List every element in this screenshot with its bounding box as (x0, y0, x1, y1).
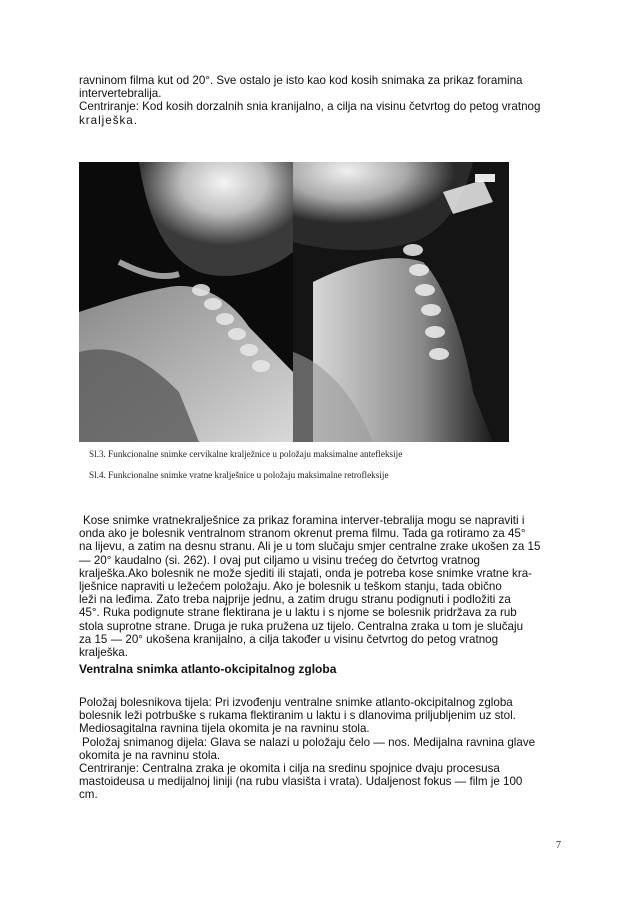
text-line: leži na leđima. Zato treba najprije jednu, a zatim drugu stranu podignuti i podložiti za (79, 593, 511, 607)
figure-caption-3: Sl.3. Funkcionalne snimke cervikalne kralježnice u položaju maksimalne antefleksije (89, 449, 403, 459)
section-heading: Ventralna snimka atlanto-okcipitalnog zgloba (79, 662, 337, 676)
text-line: na lijevu, a zatim na desnu stranu. Ali je u tom slučaju smjer centralne zrake ukošen za 15 (79, 540, 541, 554)
figure-caption-4: Sl.4. Funkcionalne snimke vratne kralješnice u položaju maksimalne retrofleksije (89, 470, 389, 480)
patient-position-paragraph (79, 696, 563, 736)
part-position-paragraph (79, 736, 563, 762)
xray-figure (79, 162, 509, 442)
xray-anteflexion-image (79, 162, 293, 442)
text-line: okomita je na ravninu stola. (79, 749, 221, 763)
text-line: onda ako je bolesnik ventralnom stranom okrenut prema filmu. Tada ga rotiramo za 45° (79, 527, 526, 541)
text-line: kralješka. (79, 646, 128, 660)
text-line: lješnice napraviti u ležećem položaju. Ako je bolesnik u teškom stanju, tada obično (79, 580, 502, 594)
text-line: stola suprotne strane. Druga je ruka pružena uz tijelo. Centralna zraka u tom je slučaju (79, 619, 524, 633)
xray-retroflexion-image (293, 162, 509, 442)
text-line: intervertebralija. (79, 87, 162, 101)
text-line: Položaj bolesnikova tijela: Pri izvođenju ventralne snimke atlanto-okcipitalnog zgloba (79, 696, 513, 709)
text-line: mastoideusa u medijalnoj liniji (na rubu vlasišta i vrata). Udaljenost fokus — film je 100 (79, 775, 523, 789)
text-line: bolesnik leži potrbuške s rukama flektiranim u laktu i s dlanovima priljubljenim uz stol. (79, 709, 516, 723)
page-number: 7 (556, 840, 561, 851)
text-line: ravninom filma kut od 20°. Sve ostalo je isto kao kod kosih snimaka za prikaz foramina (79, 74, 523, 87)
text-line: za 15 — 20° ukošena kranijalno, a cilja također u visinu četvrtog do petog vratnog (79, 632, 499, 646)
text-line: kralješka.Ako bolesnik ne može sjediti ili stajati, onda je potreba kose snimke vratne kra- (79, 566, 533, 580)
text-line: 45°. Ruka podignute strane flektirana je u laktu i s njome se bolesnik pridržava za rub (79, 606, 517, 620)
text-line: Kose snimke vratnekralješnice za prikaz foramina interver-tebralija mogu se napraviti i (83, 514, 525, 527)
centering-paragraph (79, 762, 563, 802)
text-line: cm. (79, 788, 98, 802)
text-line: Položaj snimanog dijela: Glava se nalazi u položaju čelo — nos. Medijalna ravnina glave (82, 736, 536, 749)
intro-paragraph (79, 74, 563, 127)
text-line: — 20° kaudalno (si. 262). I ovaj put ciljamo u visinu trećeg do četvrtog vratnog (79, 553, 480, 567)
text-line: Mediosagitalna ravnina tijela okomita je na ravninu stola. (79, 722, 370, 736)
kose-snimke-paragraph (79, 514, 563, 659)
text-line: Centriranje: Centralna zraka je okomita i cilja na sredinu spojnice dvaju procesusa (79, 762, 500, 775)
text-line: Centriranje: Kod kosih dorzalnih snia kranijalno, a cilja na visinu četvrtog do petog vratnog (79, 100, 541, 114)
text-line: kralješka. (79, 113, 138, 127)
